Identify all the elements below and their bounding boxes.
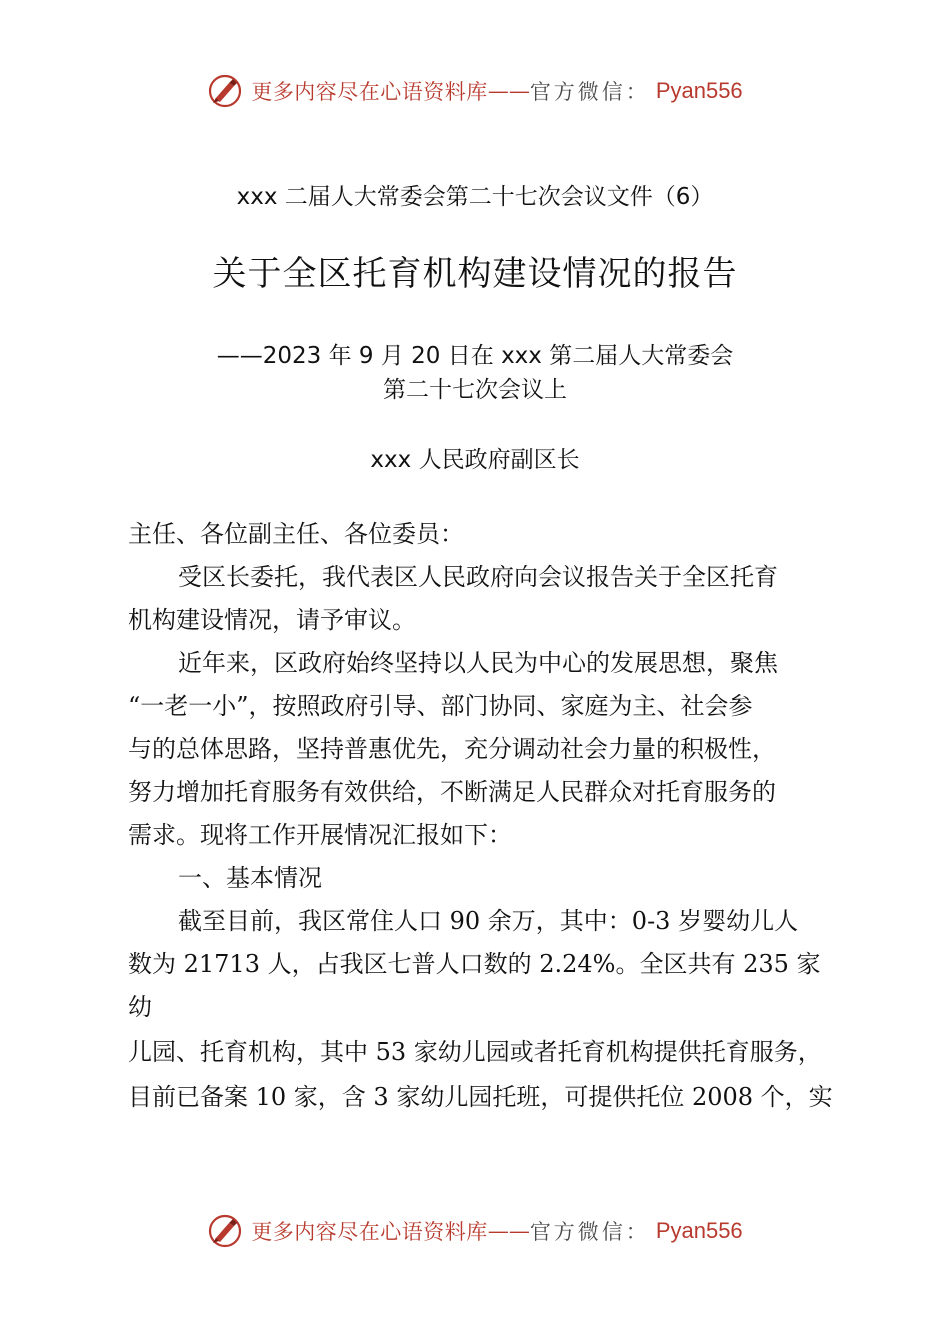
watermark-banner-top	[0, 73, 950, 109]
body-line: 近年来，区政府始终坚持以人民为中心的发展思想，聚焦	[178, 649, 778, 677]
watermark-dash: ——	[487, 1219, 530, 1243]
body-line: 努力增加托育服务有效供给，不断满足人民群众对托育服务的	[128, 778, 776, 806]
watermark-wechat-label: 官方微信：	[529, 80, 650, 104]
section-heading: 一、基本情况	[178, 864, 322, 892]
watermark-wechat-id: Pyan556	[655, 1218, 743, 1243]
body-line: 幼	[128, 993, 152, 1021]
body-line: 与的总体思路，坚持普惠优先，充分调动社会力量的积极性，	[128, 735, 776, 763]
watermark-dash: ——	[487, 79, 530, 103]
document-author: xxx 人民政府副区长	[370, 447, 580, 473]
document-subtitle-line-2: 第二十七次会议上	[383, 377, 567, 403]
body-line: 儿园、托育机构，其中 53 家幼儿园或者托育机构提供托育服务，	[128, 1038, 822, 1066]
document-subtitle-line-1: ——2023 年 9 月 20 日在 xxx 第二届人大常委会	[216, 343, 734, 369]
body-line: 受区长委托，我代表区人民政府向会议报告关于全区托育	[178, 563, 778, 591]
pen-seal-logo-icon	[207, 1213, 243, 1249]
pen-seal-logo-icon	[207, 73, 243, 109]
document-main-title: 关于全区托育机构建设情况的报告	[212, 254, 738, 294]
body-line: 需求。现将工作开展情况汇报如下：	[128, 821, 512, 849]
watermark-site-text: 更多内容尽在心语资料库	[251, 80, 488, 104]
watermark-wechat-id: Pyan556	[655, 78, 743, 103]
body-line: 截至目前，我区常住人口 90 余万，其中：0-3 岁婴幼儿人	[178, 907, 799, 935]
body-line: “一老一小”，按照政府引导、部门协同、家庭为主、社会参	[128, 692, 753, 720]
body-line: 目前已备案 10 家，含 3 家幼儿园托班，可提供托位 2008 个，实	[128, 1083, 833, 1111]
body-line: 机构建设情况，请予审议。	[128, 606, 416, 634]
body-line-salutation: 主任、各位副主任、各位委员：	[128, 520, 464, 548]
body-line: 数为 21713 人，占我区七普人口数的 2.24%。全区共有 235 家	[128, 950, 821, 978]
document-series-title: xxx 二届人大常委会第二十七次会议文件（6）	[236, 184, 714, 210]
watermark-site-text: 更多内容尽在心语资料库	[251, 1220, 488, 1244]
watermark-banner-bottom	[0, 1213, 950, 1249]
watermark-wechat-label: 官方微信：	[529, 1220, 650, 1244]
